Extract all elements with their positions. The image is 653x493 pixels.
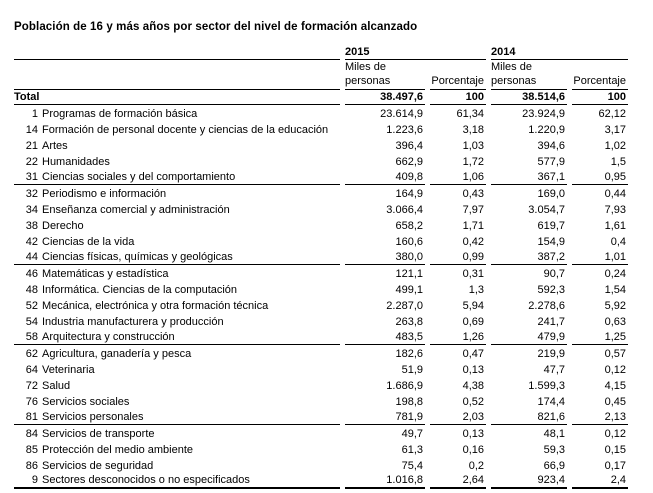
table-row — [14, 393, 628, 409]
table-row — [14, 329, 628, 345]
value-2014-percent: 1,01 — [572, 249, 628, 265]
sector-cell — [14, 249, 340, 265]
sector-cell — [14, 329, 340, 345]
year-2015-header: 2015 — [345, 42, 486, 60]
total-2014-thousands: 38.514,6 — [491, 90, 567, 105]
table-row — [14, 217, 628, 233]
sector-label: Mecánica, electrónica y otra formación técnica — [42, 300, 269, 312]
value-2015-percent: 0,13 — [462, 428, 484, 440]
table-row — [14, 361, 628, 377]
value-2015-thousands: 409,8 — [345, 169, 425, 185]
sector-cell — [14, 169, 340, 185]
sector-cell — [14, 393, 340, 409]
table-row — [14, 169, 628, 185]
sector-label: Protección del medio ambiente — [42, 444, 194, 456]
value-2014-percent: 1,02 — [604, 140, 626, 152]
sector-label: Arquitectura y construcción — [42, 331, 175, 343]
value-2014-thousands: 59,3 — [543, 444, 565, 456]
sector-code: 48 — [25, 284, 38, 296]
sector-label: Agricultura, ganadería y pesca — [42, 348, 192, 360]
sector-cell — [14, 233, 340, 249]
sector-cell — [14, 377, 340, 393]
value-2015-percent: 0,16 — [462, 444, 484, 456]
value-2015-thousands: 198,8 — [395, 396, 423, 408]
value-2014-thousands: 1.220,9 — [528, 124, 565, 136]
value-2014-percent: 1,5 — [610, 156, 626, 168]
value-2014-percent: 0,4 — [610, 236, 626, 248]
year-2014-header: 2014 — [491, 42, 628, 60]
sector-code: 31 — [25, 171, 38, 183]
value-2014-thousands: 479,9 — [491, 329, 567, 345]
table-row — [14, 473, 628, 489]
value-2014-percent: 0,95 — [572, 169, 628, 185]
value-2015-thousands: 662,9 — [395, 156, 423, 168]
table-row — [14, 121, 628, 137]
table-row — [14, 233, 628, 249]
value-2014-thousands: 2.278,6 — [528, 300, 565, 312]
sector-code: 1 — [31, 108, 38, 120]
sector-code: 64 — [25, 364, 38, 376]
table-row — [14, 457, 628, 473]
value-2014-thousands: 48,1 — [543, 428, 565, 440]
value-2014-percent: 2,13 — [572, 409, 628, 425]
value-2015-thousands: 3.066,4 — [386, 204, 423, 216]
sector-cell — [14, 473, 340, 489]
table-row — [14, 137, 628, 153]
value-2015-thousands: 781,9 — [345, 409, 425, 425]
value-2015-thousands: 51,9 — [401, 364, 423, 376]
col-header-2015-thousands: Miles de personas — [345, 60, 425, 90]
sector-code: 22 — [25, 156, 38, 168]
value-2014-percent: 1,61 — [604, 220, 626, 232]
sector-label: Periodismo e información — [42, 188, 167, 200]
total-2015-thousands: 38.497,6 — [345, 90, 425, 105]
sector-cell — [14, 185, 340, 201]
sector-code: 62 — [25, 348, 38, 360]
sector-code: 42 — [25, 236, 38, 248]
sector-code: 32 — [25, 188, 38, 200]
value-2014-thousands: 66,9 — [543, 460, 565, 472]
table-row — [14, 105, 628, 121]
value-2014-thousands: 619,7 — [537, 220, 565, 232]
sector-label: Humanidades — [42, 156, 110, 168]
value-2015-thousands: 61,3 — [401, 444, 423, 456]
value-2014-thousands: 241,7 — [537, 316, 565, 328]
sector-label: Informática. Ciencias de la computación — [42, 284, 238, 296]
sector-label: Servicios personales — [42, 411, 144, 423]
value-2014-percent: 1,54 — [604, 284, 626, 296]
value-2015-percent: 7,97 — [462, 204, 484, 216]
value-2015-thousands: 182,6 — [395, 348, 423, 360]
stub-header-cell — [14, 42, 340, 60]
sector-code: 9 — [31, 474, 38, 486]
total-label: Total — [14, 90, 340, 105]
value-2014-percent: 0,12 — [604, 428, 626, 440]
sector-cell — [14, 441, 340, 457]
value-2015-thousands: 1.223,6 — [386, 124, 423, 136]
sector-label: Industria manufacturera y producción — [42, 316, 224, 328]
value-2015-percent: 0,13 — [462, 364, 484, 376]
sector-code: 52 — [25, 300, 38, 312]
sector-cell — [14, 201, 340, 217]
sector-label: Salud — [42, 380, 71, 392]
sector-label: Servicios sociales — [42, 396, 130, 408]
value-2014-percent: 1,25 — [572, 329, 628, 345]
value-2015-percent: 0,52 — [462, 396, 484, 408]
value-2015-thousands: 160,6 — [395, 236, 423, 248]
value-2015-percent: 1,06 — [430, 169, 486, 185]
page-title: Población de 16 y más años por sector del nivel de formación alcanzado — [14, 21, 418, 33]
table-row — [14, 409, 628, 425]
value-2015-thousands: 75,4 — [401, 460, 423, 472]
value-2015-percent: 0,47 — [462, 348, 484, 360]
value-2014-thousands: 23.924,9 — [522, 108, 565, 120]
value-2015-percent: 3,18 — [462, 124, 484, 136]
table-row — [14, 201, 628, 217]
value-2015-thousands: 1.686,9 — [386, 380, 423, 392]
value-2015-percent: 0,31 — [462, 268, 484, 280]
sub-header-row — [14, 60, 628, 90]
value-2014-thousands: 577,9 — [537, 156, 565, 168]
value-2014-percent: 7,93 — [604, 204, 626, 216]
value-2014-percent: 0,63 — [604, 316, 626, 328]
value-2015-percent: 0,99 — [430, 249, 486, 265]
sector-code: 14 — [25, 124, 38, 136]
value-2014-thousands: 387,2 — [491, 249, 567, 265]
sector-label: Enseñanza comercial y administración — [42, 204, 230, 216]
value-2014-thousands: 592,3 — [537, 284, 565, 296]
stub-subheader-cell — [14, 60, 340, 90]
value-2014-thousands: 3.054,7 — [528, 204, 565, 216]
sector-label: Formación de personal docente y ciencias de la educación — [42, 124, 329, 136]
sector-label: Servicios de transporte — [42, 428, 155, 440]
table-row — [14, 249, 628, 265]
value-2015-percent: 0,69 — [462, 316, 484, 328]
table-row — [14, 153, 628, 169]
value-2014-thousands: 154,9 — [537, 236, 565, 248]
value-2014-percent: 3,17 — [604, 124, 626, 136]
value-2014-percent: 0,15 — [604, 444, 626, 456]
value-2014-thousands: 90,7 — [543, 268, 565, 280]
table-row — [14, 345, 628, 361]
col-header-2015-percent: Porcentaje — [430, 60, 486, 90]
sector-code: 84 — [25, 428, 38, 440]
value-2014-thousands: 367,1 — [491, 169, 567, 185]
sector-cell — [14, 361, 340, 377]
sector-cell — [14, 457, 340, 473]
value-2015-thousands: 263,8 — [395, 316, 423, 328]
sector-cell — [14, 297, 340, 313]
value-2014-thousands: 174,4 — [537, 396, 565, 408]
total-2014-percent: 100 — [572, 90, 628, 105]
value-2015-thousands: 23.614,9 — [380, 108, 423, 120]
value-2014-thousands: 1.599,3 — [528, 380, 565, 392]
sector-code: 21 — [25, 140, 38, 152]
sector-label: Derecho — [42, 220, 84, 232]
sector-code: 86 — [25, 460, 38, 472]
value-2015-percent: 1,26 — [430, 329, 486, 345]
sector-code: 81 — [25, 411, 38, 423]
sector-cell — [14, 137, 340, 153]
value-2014-percent: 5,92 — [604, 300, 626, 312]
table-row — [14, 265, 628, 281]
sector-code: 38 — [25, 220, 38, 232]
total-row — [14, 90, 628, 105]
total-2015-percent: 100 — [430, 90, 486, 105]
sector-code: 58 — [25, 331, 38, 343]
value-2015-thousands: 499,1 — [395, 284, 423, 296]
sector-code: 34 — [25, 204, 38, 216]
sector-code: 76 — [25, 396, 38, 408]
value-2015-thousands: 121,1 — [395, 268, 423, 280]
sector-label: Artes — [42, 140, 68, 152]
value-2014-percent: 0,44 — [604, 188, 626, 200]
table-row — [14, 441, 628, 457]
value-2015-percent: 1,03 — [462, 140, 484, 152]
value-2014-thousands: 47,7 — [543, 364, 565, 376]
sector-label: Programas de formación básica — [42, 108, 198, 120]
sector-label: Ciencias de la vida — [42, 236, 135, 248]
value-2015-thousands: 49,7 — [401, 428, 423, 440]
sector-label: Veterinaria — [42, 364, 95, 376]
value-2015-percent: 2,64 — [430, 473, 486, 489]
sector-cell — [14, 105, 340, 121]
table-row — [14, 425, 628, 441]
table-row — [14, 313, 628, 329]
sector-code: 85 — [25, 444, 38, 456]
table-row — [14, 185, 628, 201]
value-2014-percent: 0,24 — [604, 268, 626, 280]
sector-cell — [14, 281, 340, 297]
sector-code: 54 — [25, 316, 38, 328]
sector-label: Matemáticas y estadística — [42, 268, 169, 280]
sector-cell — [14, 425, 340, 441]
value-2014-percent: 0,12 — [604, 364, 626, 376]
value-2015-thousands: 1.016,8 — [345, 473, 425, 489]
value-2015-percent: 1,71 — [462, 220, 484, 232]
value-2015-percent: 4,38 — [462, 380, 484, 392]
sector-cell — [14, 409, 340, 425]
value-2014-percent: 62,12 — [598, 108, 626, 120]
table-row — [14, 297, 628, 313]
value-2014-thousands: 394,6 — [537, 140, 565, 152]
value-2014-percent: 4,15 — [604, 380, 626, 392]
col-header-2014-percent: Porcentaje — [572, 60, 628, 90]
sector-code: 72 — [25, 380, 38, 392]
sector-cell — [14, 265, 340, 281]
value-2015-percent: 1,72 — [462, 156, 484, 168]
population-by-sector-table — [9, 42, 633, 489]
value-2015-percent: 61,34 — [456, 108, 484, 120]
sector-label: Ciencias sociales y del comportamiento — [42, 171, 236, 183]
value-2015-thousands: 164,9 — [395, 188, 423, 200]
sector-cell — [14, 153, 340, 169]
value-2015-thousands: 2.287,0 — [386, 300, 423, 312]
sector-cell — [14, 313, 340, 329]
sector-label: Sectores desconocidos o no especificados — [42, 474, 250, 486]
sector-label: Ciencias físicas, químicas y geológicas — [42, 251, 233, 263]
sector-label: Servicios de seguridad — [42, 460, 154, 472]
value-2014-thousands: 821,6 — [491, 409, 567, 425]
value-2015-percent: 5,94 — [462, 300, 484, 312]
value-2014-percent: 0,57 — [604, 348, 626, 360]
value-2015-percent: 0,43 — [462, 188, 484, 200]
value-2015-percent: 0,2 — [468, 460, 484, 472]
value-2015-thousands: 483,5 — [345, 329, 425, 345]
year-header-row — [14, 42, 628, 60]
value-2014-thousands: 219,9 — [537, 348, 565, 360]
value-2015-thousands: 380,0 — [345, 249, 425, 265]
table-row — [14, 377, 628, 393]
sector-cell — [14, 217, 340, 233]
value-2014-percent: 0,17 — [604, 460, 626, 472]
col-header-2014-thousands: Miles de personas — [491, 60, 567, 90]
value-2015-thousands: 396,4 — [395, 140, 423, 152]
value-2014-percent: 2,4 — [572, 473, 628, 489]
value-2015-percent: 2,03 — [430, 409, 486, 425]
value-2015-thousands: 658,2 — [395, 220, 423, 232]
value-2015-percent: 1,3 — [468, 284, 484, 296]
sector-cell — [14, 345, 340, 361]
sector-cell — [14, 121, 340, 137]
sector-code: 46 — [25, 268, 38, 280]
value-2014-percent: 0,45 — [604, 396, 626, 408]
sector-code: 44 — [25, 251, 38, 263]
value-2014-thousands: 923,4 — [491, 473, 567, 489]
value-2015-percent: 0,42 — [462, 236, 484, 248]
table-row — [14, 281, 628, 297]
value-2014-thousands: 169,0 — [537, 188, 565, 200]
